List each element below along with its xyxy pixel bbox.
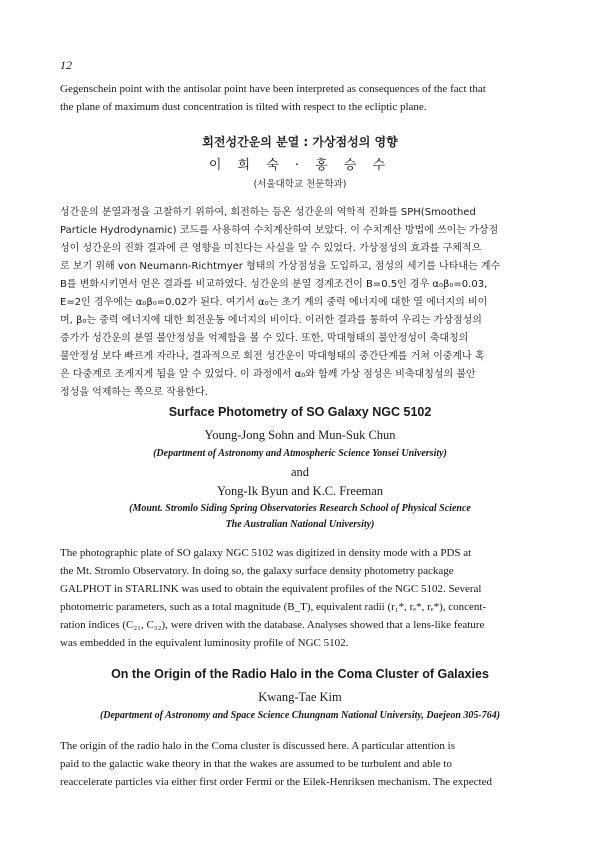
abstract1-line: 성이 성간운의 진화 결과에 큰 영향을 미친다는 사실을 알 수 있었다. 가상점성의 효과를 구체적으 xyxy=(60,243,482,254)
intro-line: Gegenschein point with the antisolar point have been interpreted as consequences of the fact that xyxy=(60,83,486,95)
abstract1-line: 은 다중계로 조게지게 됨을 알 수 있었다. 이 과정에서 α₀와 함께 가상 점성은 비축대칭성의 불안 xyxy=(60,369,476,380)
abstract2-body xyxy=(60,544,544,652)
abstract2-line: The photographic plate of SO galaxy NGC 5102 was digitized in density mode with a PDS at xyxy=(60,547,472,559)
abstract3-line: paid to the galactic wake theory in that the wakes are assumed to be turbulent and able to xyxy=(60,758,452,770)
abstract3-line: The origin of the radio halo in the Coma cluster is discussed here. A particular attention is xyxy=(60,740,455,752)
abstract2-line: GALPHOT in STARLINK was used to obtain the equivalent profiles of the NGC 5102. Several xyxy=(60,583,482,595)
abstract1-line: 불안정성 보다 빠르게 자라나, 결과적으로 회전 성간운이 막대형태의 중간단계를 거쳐 이중계나 혹 xyxy=(60,351,485,362)
abstract3-line: reaccelerate particles via either first order Fermi or the Eilek-Henriksen mechanism. The expected xyxy=(60,776,492,788)
abstract1-authors: 이 희 숙 · 홍 승 수 xyxy=(208,158,392,173)
abstract2-affiliation-1: (Department of Astronomy and Atmospheric Science Yonsei University) xyxy=(153,448,447,459)
page-number: 12 xyxy=(60,58,72,72)
abstract1-line: 증가가 성간운의 분열 불안정성을 억제함을 볼 수 있다. 또한, 막대형태의 불안정성이 축대칭의 xyxy=(60,333,469,344)
abstract1-line: B를 변화시키면서 얻은 결과를 비교하였다. 성간운의 분열 경계조건이 B=0.5인 경우 α₀β₀=0.03, xyxy=(60,279,488,290)
abstract1-line: 성간운의 분열과정을 고찰하기 위하여, 회전하는 등온 성간운의 역학적 진화를 SPH(Smoothed xyxy=(60,207,476,218)
abstract1-line: 로 보기 위해 von Neumann-Richtmyer 형태의 가상점성을 도입하고, 점성의 세기를 나타내는 계수 xyxy=(60,261,501,272)
abstract3-affiliation: (Department of Astronomy and Space Science Chungnam National University, Daejeon 305-764) xyxy=(99,710,501,721)
abstract3-body xyxy=(60,737,544,791)
abstract1-affiliation: (서울대학교 천문학과) xyxy=(253,179,347,190)
abstract2-authors-2: Yong-Ik Byun and K.C. Freeman xyxy=(216,484,384,498)
abstract2-authors-1: Young-Jong Sohn and Mun-Suk Chun xyxy=(204,428,396,442)
abstract1-line: E=2인 경우에는 α₀β₀=0.02가 된다. 여기서 α₀는 초기 계의 중력 에너지에 대한 열 에너지의 비이 xyxy=(60,297,488,308)
abstract3-authors: Kwang-Tae Kim xyxy=(258,690,342,704)
abstract1-line: Particle Hydrodynamic) 코드를 사용하여 수치계산하여 보았다. 이 수치계산 방법에 쓰이는 가상점 xyxy=(60,225,499,236)
abstract1-line: 정성을 억제하는 쪽으로 작용한다. xyxy=(60,387,208,398)
abstract2-line: ration indices (C₂₁, C₃₂), were driven with the database. Analyses showed that a lens-like feature xyxy=(60,619,485,631)
abstract2-line: photometric parameters, such as a total magnitude (B_T), equivalent radii (r₁*, rₑ*, rₑ*), concent- xyxy=(60,601,487,613)
intro-line: the plane of maximum dust concentration is tilted with respect to the ecliptic plane. xyxy=(60,101,427,113)
intro-paragraph xyxy=(60,80,544,116)
abstract1-line: 며, β₀는 중력 에너지에 대한 회전운동 에너지의 비이다. 이러한 결과를 통하여 우리는 가상점성의 xyxy=(60,315,482,326)
abstract2-affiliation-2b: The Australian National University) xyxy=(225,519,375,530)
abstract2-and: and xyxy=(290,465,310,479)
abstract1-title: 회전성간운의 분열 : 가상점성의 영향 xyxy=(202,135,398,149)
abstract2-line: was embedded in the equivalent luminosity profile of NGC 5102. xyxy=(60,637,349,649)
abstract2-affiliation-2a: (Mount. Stromlo Siding Spring Observatories Research School of Physical Science xyxy=(129,503,471,514)
abstract3-title: On the Origin of the Radio Halo in the Coma Cluster of Galaxies xyxy=(111,667,489,681)
abstract2-line: the Mt. Stromlo Observatory. In doing so, the galaxy surface density photometry package xyxy=(60,565,454,577)
abstract2-title: Surface Photometry of SO Galaxy NGC 5102 xyxy=(168,405,432,419)
abstract1-body xyxy=(60,204,544,402)
